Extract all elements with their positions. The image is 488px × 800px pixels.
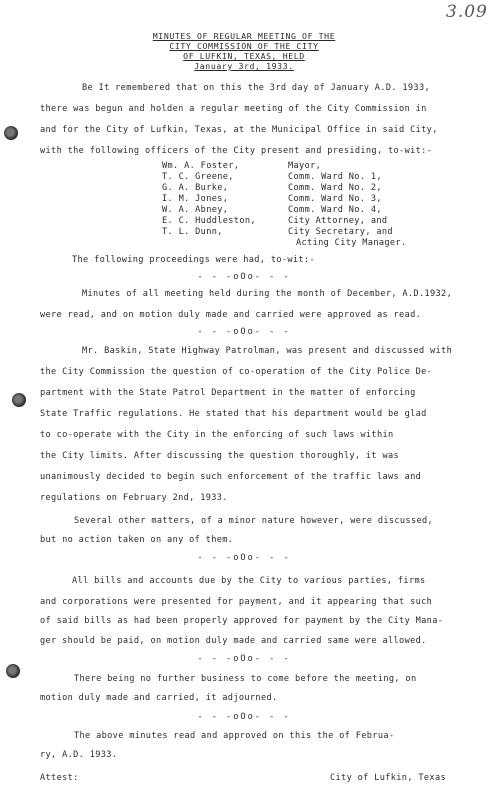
officer-title: Mayor,	[288, 161, 322, 171]
officer-title: City Attorney, and	[288, 216, 388, 226]
officer-name: I. M. Jones,	[162, 194, 229, 204]
separator: - - -oOo- - -	[197, 553, 291, 563]
patrol-line-4: State Traffic regulations. He stated that his department would be glad	[40, 409, 427, 419]
minutes-line-1: Minutes of all meeting held during the month of December, A.D.1932,	[82, 289, 453, 299]
adjourn-line-2: motion duly made and carried, it adjourned.	[40, 693, 278, 703]
patrol-line-7: unanimously decided to begin such enforcement of the traffic laws and	[40, 472, 422, 482]
officer-name: T. C. Greene,	[162, 172, 234, 182]
patrol-line-2: the City Commission the question of co-operation of the City Police De-	[40, 367, 433, 377]
bills-line-4: ger should be paid, on motion duly made and carried same were allowed.	[40, 636, 427, 646]
header-date: January 3rd, 1933.	[194, 61, 294, 71]
binder-hole-top	[4, 126, 18, 140]
bills-line-3: of said bills as had been properly approved for payment by the City Mana-	[40, 616, 444, 626]
header-line-3: OF LUFKIN, TEXAS, HELD	[183, 51, 305, 61]
officer-title: Comm. Ward No. 1,	[288, 172, 382, 182]
bills-line-1: All bills and accounts due by the City to various parties, firms	[72, 576, 426, 586]
patrol-line-1: Mr. Baskin, State Highway Patrolman, was present and discussed with	[82, 346, 453, 356]
binder-hole-bottom	[6, 664, 20, 678]
officer-name: T. L. Dunn,	[162, 227, 223, 237]
binder-hole-middle	[12, 393, 26, 407]
attest-label: Attest:	[40, 773, 79, 783]
separator: - - -oOo- - -	[197, 327, 291, 337]
minor-line-2: but no action taken on any of them.	[40, 535, 234, 545]
officer-title: Comm. Ward No. 2,	[288, 183, 382, 193]
officer-name: E. C. Huddleston,	[162, 216, 256, 226]
bills-line-2: and corporations were presented for payment, and it appearing that such	[40, 597, 433, 607]
patrol-line-3: partment with the State Patrol Department in the matter of enforcing	[40, 388, 416, 398]
intro-line-1: Be It remembered that on this the 3rd day of January A.D. 1933,	[82, 83, 431, 93]
adjourn-line-1: There being no further business to come before the meeting, on	[74, 674, 417, 684]
officer-name: Wm. A. Foster,	[162, 161, 240, 171]
minor-line-1: Several other matters, of a minor nature however, were discussed,	[74, 516, 434, 526]
approval-line-2: ry, A.D. 1933.	[40, 750, 118, 760]
page-number: 3.09	[446, 2, 488, 22]
patrol-line-5: to co-operate with the City in the enforcing of such laws within	[40, 430, 394, 440]
officer-extra-title: Acting City Manager.	[296, 238, 407, 248]
patrol-line-8: regulations on February 2nd, 1933.	[40, 493, 228, 503]
officer-title: Comm. Ward No. 3,	[288, 194, 382, 204]
intro-line-3: and for the City of Lufkin, Texas, at the Municipal Office in said City,	[40, 125, 438, 135]
separator: - - -oOo- - -	[197, 654, 291, 664]
officer-title: Comm. Ward No. 4,	[288, 205, 382, 215]
header-line-2: CITY COMMISSION OF THE CITY	[169, 41, 319, 51]
header-line-1: MINUTES OF REGULAR MEETING OF THE	[152, 31, 336, 41]
officer-name: G. A. Burke,	[162, 183, 229, 193]
officer-name: W. A. Abney,	[162, 205, 229, 215]
separator: - - -oOo- - -	[197, 712, 291, 722]
intro-line-2: there was begun and holden a regular meeting of the City Commission in	[40, 104, 427, 114]
minutes-line-2: were read, and on motion duly made and carried were approved as read.	[40, 310, 422, 320]
patrol-line-6: the City limits. After discussing the question thoroughly, it was	[40, 451, 400, 461]
separator: - - -oOo- - -	[197, 272, 291, 282]
intro-line-4: with the following officers of the City present and presiding, to-wit:-	[40, 146, 433, 156]
city-signature-line: City of Lufkin, Texas	[330, 773, 447, 783]
officer-title: City Secretary, and	[288, 227, 393, 237]
proceedings-intro: The following proceedings were had, to-wit:-	[72, 255, 316, 265]
approval-line-1: The above minutes read and approved on this the of Februa-	[74, 731, 395, 741]
